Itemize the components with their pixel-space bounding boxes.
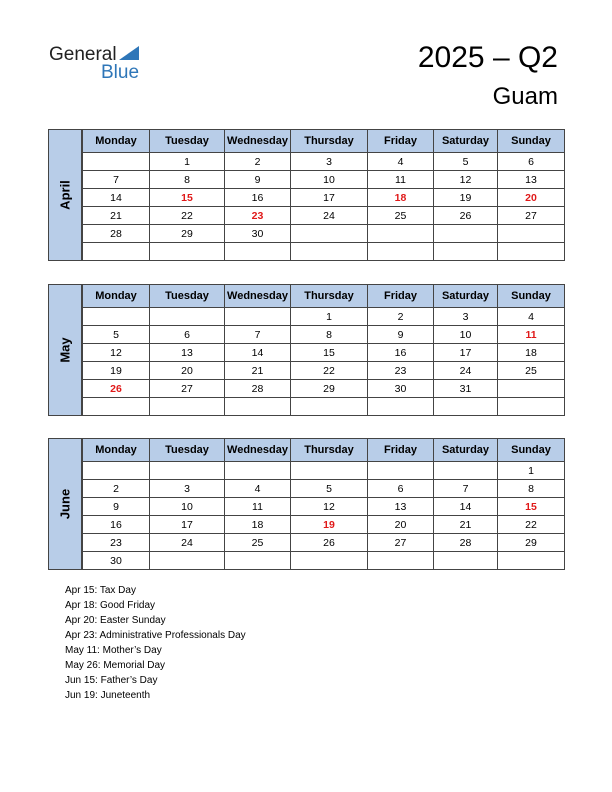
day-cell: 24 <box>434 362 498 380</box>
day-cell: 27 <box>368 534 434 552</box>
calendar-table <box>82 284 565 416</box>
day-cell: 8 <box>498 480 565 498</box>
day-cell: 7 <box>225 326 291 344</box>
day-cell <box>225 308 291 326</box>
month-label <box>48 438 82 570</box>
day-cell <box>291 552 368 570</box>
day-cell: 11 <box>225 498 291 516</box>
day-cell: 19 <box>434 189 498 207</box>
day-cell: 23 <box>368 362 434 380</box>
day-cell <box>368 462 434 480</box>
day-cell: 13 <box>150 344 225 362</box>
day-cell <box>291 398 368 416</box>
day-cell <box>150 462 225 480</box>
day-cell: 26 <box>83 380 150 398</box>
calendar-table <box>82 129 565 261</box>
day-cell: 29 <box>291 380 368 398</box>
day-cell: 15 <box>291 344 368 362</box>
logo-general-text: General <box>49 44 117 65</box>
week-row <box>83 552 565 570</box>
day-cell <box>498 380 565 398</box>
holiday-note: Jun 19: Juneteenth <box>65 690 151 701</box>
day-cell: 1 <box>150 153 225 171</box>
day-cell: 7 <box>434 480 498 498</box>
day-cell: 17 <box>434 344 498 362</box>
week-row <box>83 516 565 534</box>
weekday-header-row <box>83 130 565 153</box>
week-row <box>83 362 565 380</box>
holiday-note: Apr 23: Administrative Professionals Day <box>65 630 246 641</box>
week-row <box>83 225 565 243</box>
day-cell: 16 <box>368 344 434 362</box>
day-cell: 27 <box>498 207 565 225</box>
weekday-header: Monday <box>83 130 150 153</box>
day-cell <box>225 243 291 261</box>
day-cell: 10 <box>291 171 368 189</box>
day-cell: 20 <box>368 516 434 534</box>
week-row <box>83 498 565 516</box>
weekday-header: Thursday <box>291 285 368 308</box>
day-cell: 30 <box>225 225 291 243</box>
day-cell: 26 <box>434 207 498 225</box>
day-cell: 4 <box>225 480 291 498</box>
week-row <box>83 243 565 261</box>
weekday-header: Sunday <box>498 285 565 308</box>
day-cell: 21 <box>83 207 150 225</box>
day-cell <box>368 225 434 243</box>
day-cell: 23 <box>83 534 150 552</box>
weekday-header: Monday <box>83 285 150 308</box>
month-name: June <box>57 488 73 520</box>
holiday-note: Apr 15: Tax Day <box>65 585 136 596</box>
day-cell: 14 <box>225 344 291 362</box>
holiday-note: Apr 20: Easter Sunday <box>65 615 166 626</box>
day-cell <box>434 243 498 261</box>
weekday-header: Saturday <box>434 439 498 462</box>
day-cell: 30 <box>83 552 150 570</box>
holiday-note: Apr 18: Good Friday <box>65 600 156 611</box>
day-cell <box>291 462 368 480</box>
day-cell: 2 <box>83 480 150 498</box>
week-row <box>83 534 565 552</box>
day-cell: 4 <box>498 308 565 326</box>
day-cell <box>291 225 368 243</box>
calendar-table <box>82 438 565 570</box>
weekday-header: Friday <box>368 439 434 462</box>
day-cell: 1 <box>291 308 368 326</box>
day-cell: 13 <box>368 498 434 516</box>
day-cell <box>83 243 150 261</box>
day-cell: 6 <box>150 326 225 344</box>
page-subtitle: Guam <box>492 83 558 110</box>
week-row <box>83 344 565 362</box>
day-cell: 9 <box>225 171 291 189</box>
weekday-header: Tuesday <box>150 285 225 308</box>
logo-blue-text: Blue <box>101 62 140 83</box>
day-cell: 22 <box>291 362 368 380</box>
day-cell <box>434 398 498 416</box>
day-cell: 16 <box>83 516 150 534</box>
day-cell: 10 <box>150 498 225 516</box>
weekday-header: Thursday <box>291 130 368 153</box>
day-cell: 21 <box>225 362 291 380</box>
weekday-header: Wednesday <box>225 285 291 308</box>
weekday-header: Saturday <box>434 285 498 308</box>
day-cell: 18 <box>498 344 565 362</box>
month-name: May <box>57 337 73 363</box>
day-cell: 5 <box>291 480 368 498</box>
day-cell: 18 <box>225 516 291 534</box>
day-cell: 28 <box>83 225 150 243</box>
day-cell: 20 <box>150 362 225 380</box>
day-cell <box>434 225 498 243</box>
day-cell: 8 <box>150 171 225 189</box>
weekday-header-row <box>83 439 565 462</box>
weekday-header: Sunday <box>498 130 565 153</box>
week-row <box>83 326 565 344</box>
day-cell: 28 <box>225 380 291 398</box>
day-cell: 28 <box>434 534 498 552</box>
week-row <box>83 380 565 398</box>
weekday-header: Wednesday <box>225 130 291 153</box>
day-cell: 6 <box>498 153 565 171</box>
day-cell: 16 <box>225 189 291 207</box>
weekday-header: Monday <box>83 439 150 462</box>
day-cell: 29 <box>498 534 565 552</box>
day-cell: 11 <box>368 171 434 189</box>
day-cell: 18 <box>368 189 434 207</box>
day-cell <box>83 462 150 480</box>
day-cell: 19 <box>83 362 150 380</box>
weekday-header: Wednesday <box>225 439 291 462</box>
day-cell: 5 <box>83 326 150 344</box>
day-cell: 25 <box>498 362 565 380</box>
weekday-header: Friday <box>368 130 434 153</box>
day-cell: 23 <box>225 207 291 225</box>
day-cell <box>83 153 150 171</box>
day-cell: 30 <box>368 380 434 398</box>
day-cell: 17 <box>150 516 225 534</box>
day-cell <box>291 243 368 261</box>
month-name: April <box>57 180 73 210</box>
day-cell: 15 <box>498 498 565 516</box>
day-cell: 10 <box>434 326 498 344</box>
weekday-header-row <box>83 285 565 308</box>
day-cell: 1 <box>498 462 565 480</box>
day-cell: 24 <box>291 207 368 225</box>
day-cell: 20 <box>498 189 565 207</box>
holiday-note: May 11: Mother’s Day <box>65 645 162 656</box>
day-cell <box>225 398 291 416</box>
week-row <box>83 398 565 416</box>
day-cell <box>498 552 565 570</box>
week-row <box>83 207 565 225</box>
day-cell: 27 <box>150 380 225 398</box>
day-cell: 2 <box>225 153 291 171</box>
day-cell: 26 <box>291 534 368 552</box>
day-cell <box>225 462 291 480</box>
day-cell <box>83 308 150 326</box>
week-row <box>83 189 565 207</box>
day-cell: 15 <box>150 189 225 207</box>
day-cell: 24 <box>150 534 225 552</box>
day-cell: 12 <box>83 344 150 362</box>
day-cell <box>150 398 225 416</box>
week-row <box>83 153 565 171</box>
day-cell: 21 <box>434 516 498 534</box>
day-cell: 25 <box>368 207 434 225</box>
day-cell: 31 <box>434 380 498 398</box>
day-cell: 9 <box>83 498 150 516</box>
day-cell: 22 <box>498 516 565 534</box>
weekday-header: Thursday <box>291 439 368 462</box>
day-cell: 3 <box>150 480 225 498</box>
week-row <box>83 308 565 326</box>
day-cell <box>498 398 565 416</box>
day-cell: 8 <box>291 326 368 344</box>
holiday-notes <box>65 583 246 703</box>
day-cell: 14 <box>83 189 150 207</box>
week-row <box>83 462 565 480</box>
day-cell: 13 <box>498 171 565 189</box>
day-cell: 5 <box>434 153 498 171</box>
day-cell: 9 <box>368 326 434 344</box>
day-cell <box>498 243 565 261</box>
day-cell <box>498 225 565 243</box>
weekday-header: Sunday <box>498 439 565 462</box>
logo-triangle-icon <box>119 46 139 60</box>
day-cell <box>368 398 434 416</box>
week-row <box>83 480 565 498</box>
day-cell <box>150 552 225 570</box>
month-label <box>48 284 82 416</box>
day-cell <box>368 243 434 261</box>
day-cell: 11 <box>498 326 565 344</box>
day-cell: 7 <box>83 171 150 189</box>
day-cell: 14 <box>434 498 498 516</box>
holiday-note: Jun 15: Father’s Day <box>65 675 158 686</box>
day-cell <box>434 462 498 480</box>
day-cell: 22 <box>150 207 225 225</box>
weekday-header: Tuesday <box>150 439 225 462</box>
weekday-header: Tuesday <box>150 130 225 153</box>
day-cell <box>83 398 150 416</box>
page-title: 2025 – Q2 <box>417 41 558 74</box>
month-label <box>48 129 82 261</box>
day-cell: 4 <box>368 153 434 171</box>
day-cell: 25 <box>225 534 291 552</box>
week-row <box>83 171 565 189</box>
day-cell: 12 <box>291 498 368 516</box>
day-cell: 3 <box>434 308 498 326</box>
day-cell: 3 <box>291 153 368 171</box>
weekday-header: Friday <box>368 285 434 308</box>
day-cell: 17 <box>291 189 368 207</box>
weekday-header: Saturday <box>434 130 498 153</box>
day-cell <box>225 552 291 570</box>
day-cell <box>434 552 498 570</box>
day-cell <box>150 243 225 261</box>
day-cell: 6 <box>368 480 434 498</box>
holiday-note: May 26: Memorial Day <box>65 660 166 671</box>
day-cell <box>150 308 225 326</box>
day-cell: 12 <box>434 171 498 189</box>
day-cell: 29 <box>150 225 225 243</box>
day-cell <box>368 552 434 570</box>
day-cell: 2 <box>368 308 434 326</box>
day-cell: 19 <box>291 516 368 534</box>
